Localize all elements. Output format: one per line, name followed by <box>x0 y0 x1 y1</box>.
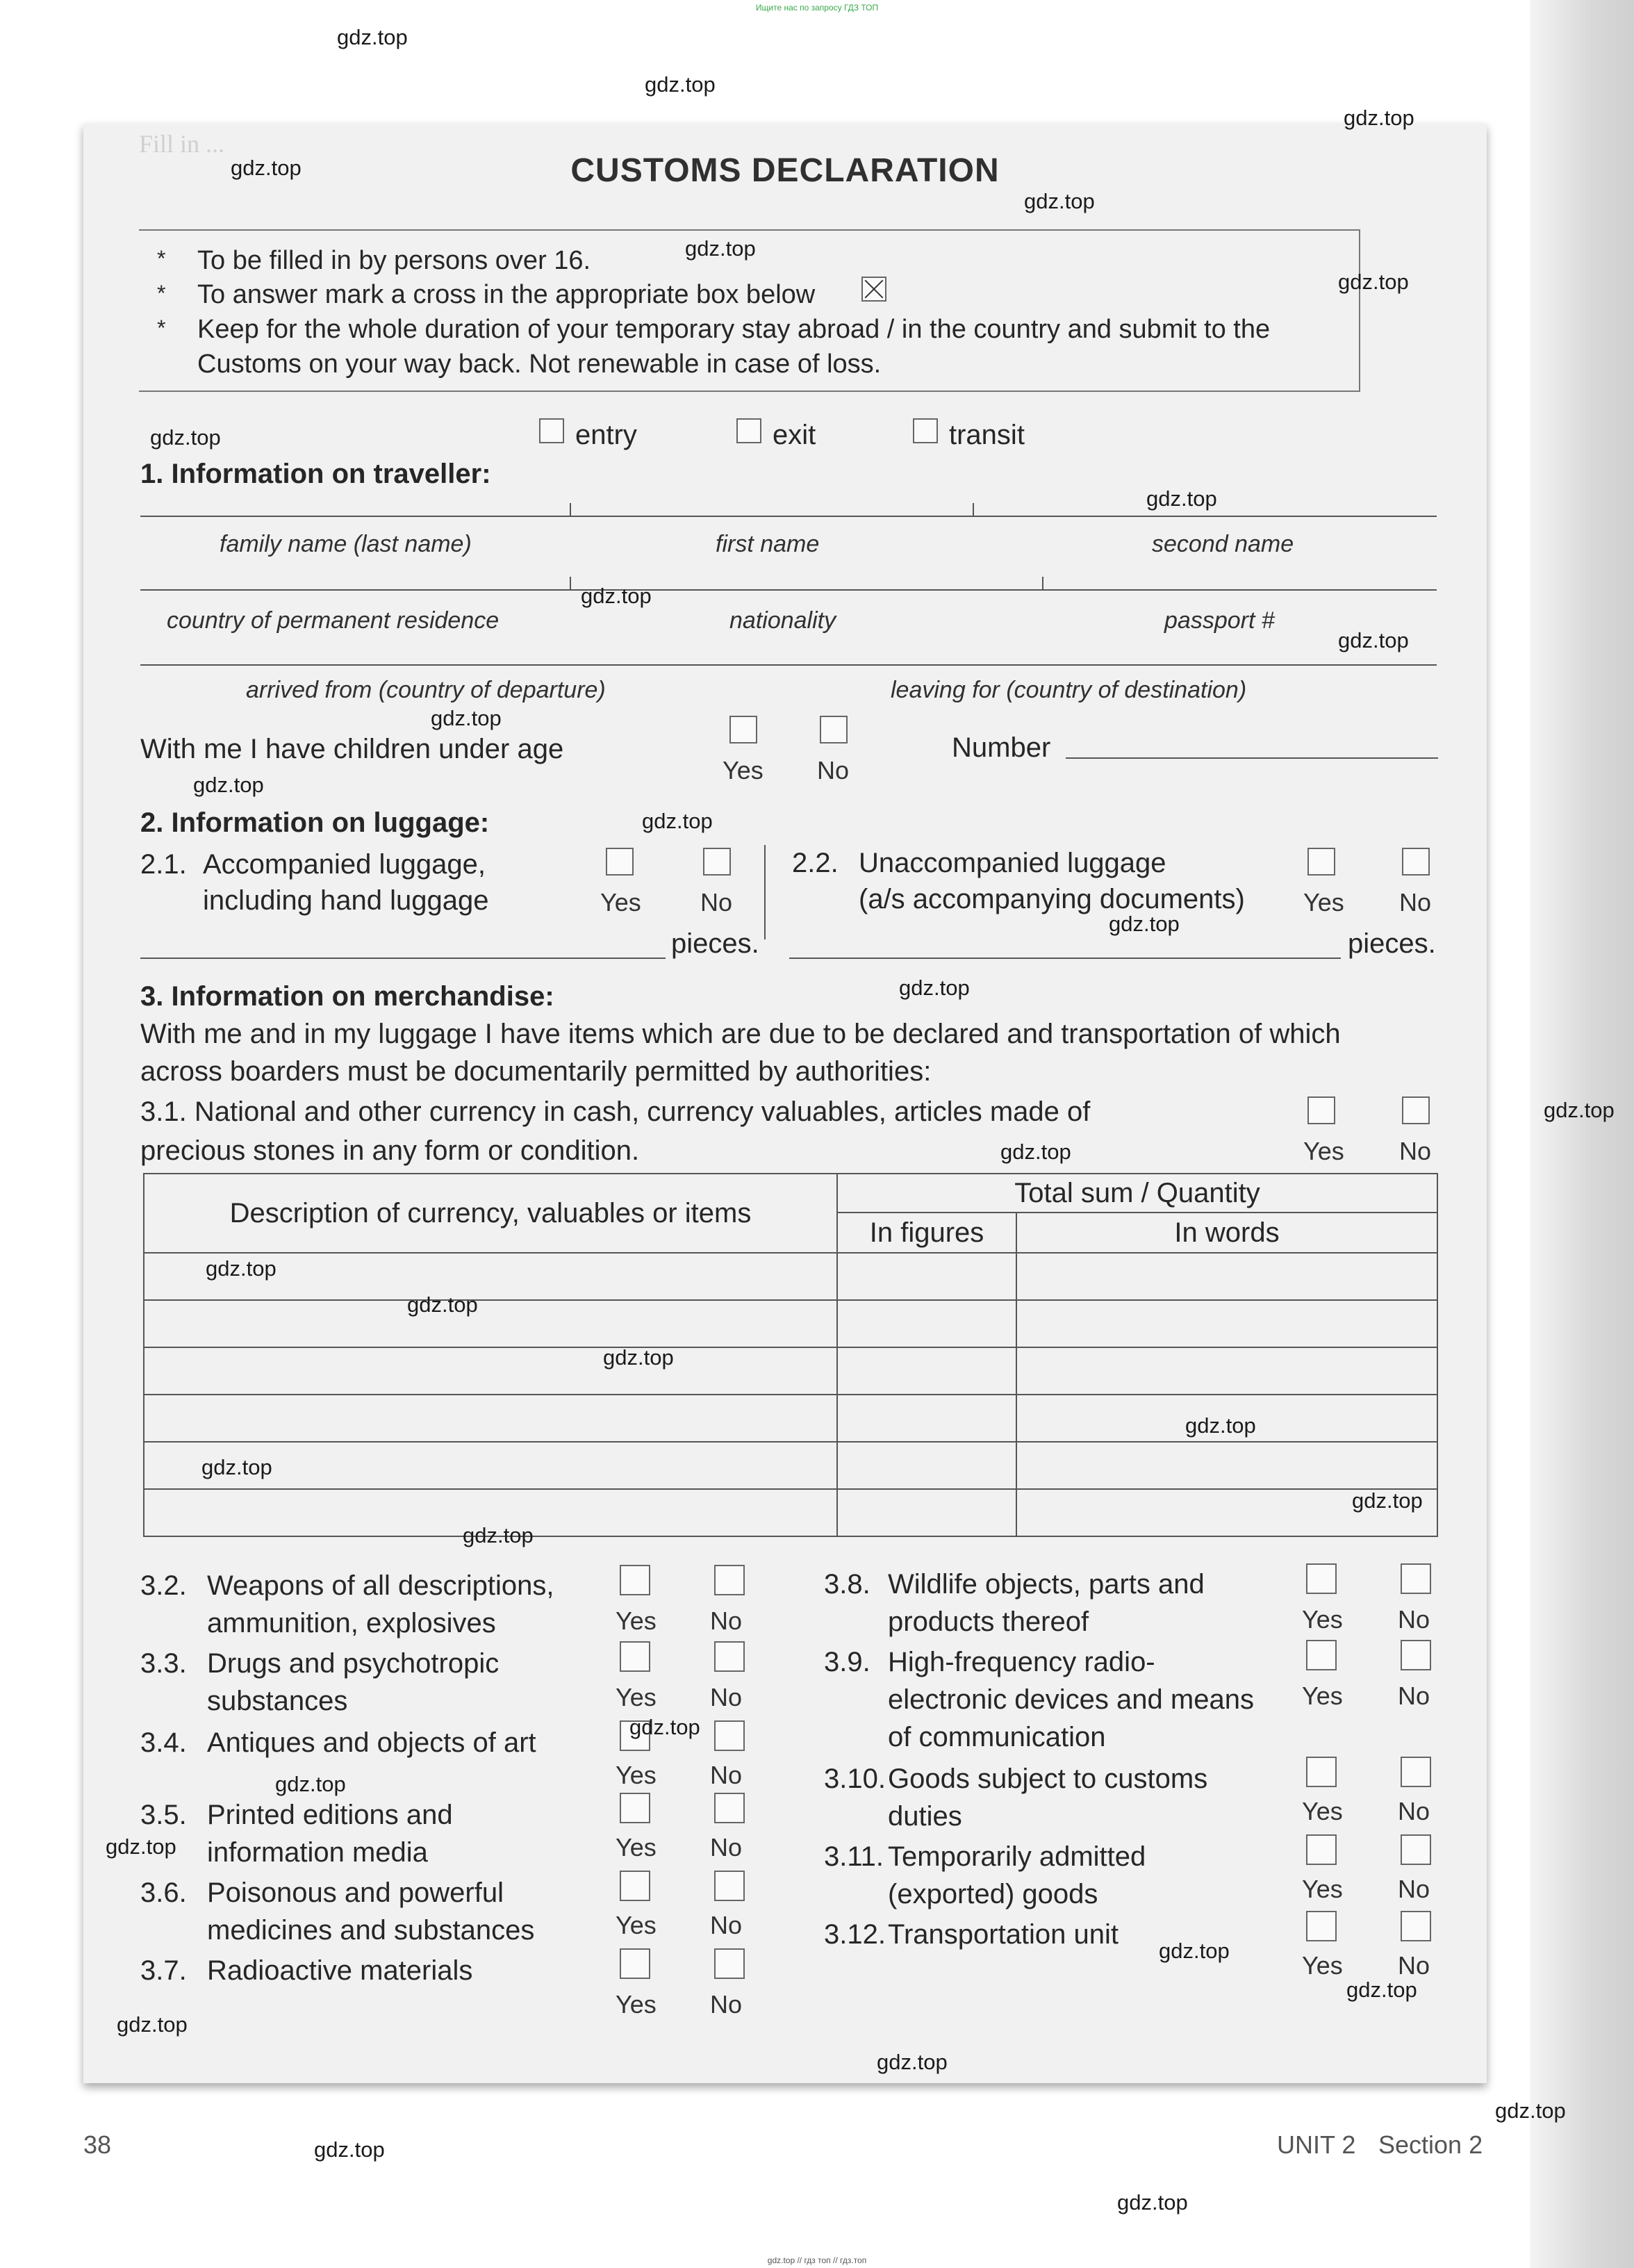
item22-pieces-label: pieces. <box>1348 928 1436 959</box>
crossed-box-example <box>861 277 886 302</box>
item21-line2: including hand luggage <box>203 885 489 916</box>
residence-label: country of permanent residence <box>167 607 500 634</box>
item38-no-checkbox[interactable] <box>1401 1563 1431 1594</box>
item31-yes-checkbox[interactable] <box>1307 1096 1335 1124</box>
item22-line2: (a/s accompanying documents) <box>859 884 1245 914</box>
book-spine-shadow <box>1530 0 1634 2268</box>
watermark: gdz.top <box>1352 1488 1423 1513</box>
section3-intro-line2: across boarders must be documentarily permitted by authorities: <box>140 1056 932 1087</box>
item36-no-checkbox[interactable] <box>714 1871 745 1901</box>
item35-yes-checkbox[interactable] <box>620 1793 650 1823</box>
watermark: gdz.top <box>231 156 302 180</box>
top-note: Ищите нас по запросу ГДЗ ТОП <box>755 3 879 13</box>
watermark: gdz.top <box>117 2012 188 2037</box>
watermark: gdz.top <box>1117 2190 1188 2214</box>
item21-number: 2.1. <box>140 849 187 880</box>
watermark: gdz.top <box>206 1256 277 1281</box>
item32-line2: ammunition, explosives <box>207 1608 496 1638</box>
watermark: gdz.top <box>1185 1413 1256 1438</box>
table-cell[interactable] <box>837 1347 1016 1395</box>
item37-yes-label: Yes <box>616 1990 657 2019</box>
family-name-label: family name (last name) <box>220 531 472 557</box>
item310-line1: Goods subject to customs <box>888 1764 1208 1794</box>
item31-yes-label: Yes <box>1303 1137 1344 1165</box>
table-cell[interactable] <box>144 1300 837 1347</box>
footer-unit: UNIT 2 <box>1277 2130 1356 2159</box>
item310-line2: duties <box>888 1801 962 1832</box>
section2-heading: 2. Information on luggage: <box>140 807 490 838</box>
item31-no-checkbox[interactable] <box>1402 1096 1430 1124</box>
table-cell[interactable] <box>144 1395 837 1442</box>
item310-number: 3.10. <box>824 1764 886 1794</box>
item312-yes-label: Yes <box>1302 1951 1343 1980</box>
note-bullet: * <box>157 281 166 306</box>
nationality-label: nationality <box>729 607 836 634</box>
item31-line1: 3.1. National and other currency in cash, currency valuables, articles made of <box>140 1096 1091 1127</box>
watermark: gdz.top <box>1000 1140 1071 1164</box>
item21-line1: Accompanied luggage, <box>203 849 486 880</box>
item37-yes-checkbox[interactable] <box>620 1948 650 1979</box>
item34-yes-label: Yes <box>616 1761 657 1789</box>
watermark: gdz.top <box>1338 628 1409 652</box>
children-yes-label: Yes <box>723 756 764 784</box>
item38-number: 3.8. <box>824 1569 870 1600</box>
form-title: CUSTOMS DECLARATION <box>570 152 1000 189</box>
show-through-text: Fill in ... <box>139 130 225 158</box>
note-bullet: * <box>157 246 166 271</box>
watermark: gdz.top <box>629 1715 700 1739</box>
exit-label: exit <box>773 420 816 450</box>
entry-checkbox[interactable] <box>539 418 564 443</box>
first-name-label: first name <box>716 531 820 557</box>
watermark: gdz.top <box>1146 486 1217 511</box>
transit-label: transit <box>949 420 1025 450</box>
watermark: gdz.top <box>407 1292 478 1317</box>
item32-number: 3.2. <box>140 1570 187 1601</box>
item39-number: 3.9. <box>824 1647 870 1677</box>
note-age: To be filled in by persons over 16. <box>197 246 591 275</box>
leaving-for-label: leaving for (country of destination) <box>891 677 1247 703</box>
item35-no-label: No <box>710 1833 743 1862</box>
item36-line2: medicines and substances <box>207 1915 535 1946</box>
watermark: gdz.top <box>603 1345 674 1370</box>
item38-yes-label: Yes <box>1302 1605 1343 1634</box>
page-number: 38 <box>83 2130 112 2159</box>
item34-number: 3.4. <box>140 1727 187 1758</box>
section3-heading: 3. Information on merchandise: <box>140 981 554 1012</box>
arrived-from-label: arrived from (country of departure) <box>246 677 606 703</box>
watermark: gdz.top <box>106 1834 176 1859</box>
table-row <box>144 1489 1437 1536</box>
transit-checkbox[interactable] <box>913 418 938 443</box>
watermark: gdz.top <box>642 809 713 833</box>
note-mark-cross: To answer mark a cross in the appropriate box below <box>197 280 816 309</box>
item39-no-label: No <box>1398 1682 1430 1710</box>
traveller-name-line[interactable] <box>140 516 1437 517</box>
luggage-divider <box>764 845 766 939</box>
item310-yes-checkbox[interactable] <box>1306 1757 1337 1787</box>
item36-no-label: No <box>710 1911 743 1939</box>
watermark: gdz.top <box>645 72 716 97</box>
watermark: gdz.top <box>463 1523 534 1547</box>
item311-yes-checkbox[interactable] <box>1306 1834 1337 1865</box>
item310-yes-label: Yes <box>1302 1797 1343 1825</box>
children-yes-checkbox[interactable] <box>729 716 757 743</box>
item35-yes-label: Yes <box>616 1833 657 1862</box>
item35-number: 3.5. <box>140 1800 187 1830</box>
watermark: gdz.top <box>581 584 652 608</box>
item21-pieces-label: pieces. <box>671 928 759 959</box>
field-divider <box>1042 577 1043 591</box>
watermark: gdz.top <box>899 976 970 1000</box>
footer-section: Section 2 <box>1378 2130 1483 2159</box>
watermark: gdz.top <box>1346 1978 1417 2002</box>
item31-no-label: No <box>1399 1137 1432 1165</box>
entry-label: entry <box>575 420 637 450</box>
watermark: gdz.top <box>685 236 756 261</box>
children-label: With me I have children under age <box>140 734 564 764</box>
watermark: gdz.top <box>1159 1939 1230 1963</box>
exit-checkbox[interactable] <box>736 418 761 443</box>
children-number-label: Number <box>952 732 1051 763</box>
table-cell[interactable] <box>837 1395 1016 1442</box>
item38-line2: products thereof <box>888 1606 1089 1637</box>
item311-line2: (exported) goods <box>888 1879 1098 1909</box>
item32-yes-checkbox[interactable] <box>620 1565 650 1595</box>
item37-line1: Radioactive materials <box>207 1955 473 1986</box>
table-cell[interactable] <box>837 1489 1016 1536</box>
watermark: gdz.top <box>431 706 502 730</box>
description-header: Description of currency, valuables or items <box>144 1174 837 1253</box>
note-renew: Customs on your way back. Not renewable in case of loss. <box>197 350 882 379</box>
watermark: gdz.top <box>1544 1098 1615 1122</box>
watermark: gdz.top <box>877 2050 948 2074</box>
table-cell[interactable] <box>837 1253 1016 1300</box>
item37-no-checkbox[interactable] <box>714 1948 745 1979</box>
item39-line1: High-frequency radio- <box>888 1647 1155 1677</box>
item39-yes-label: Yes <box>1302 1682 1343 1710</box>
item22-pieces-line[interactable] <box>789 958 1341 959</box>
item39-line3: of communication <box>888 1722 1106 1752</box>
residence-line[interactable] <box>140 589 1437 591</box>
table-row <box>144 1442 1437 1489</box>
watermark: gdz.top <box>1024 189 1095 213</box>
item22-no-checkbox[interactable] <box>1402 848 1430 876</box>
table-row <box>144 1253 1437 1300</box>
item311-no-label: No <box>1398 1875 1430 1903</box>
travel-route-line[interactable] <box>140 664 1437 666</box>
item36-number: 3.6. <box>140 1877 187 1908</box>
item311-number: 3.11. <box>824 1841 884 1872</box>
item35-no-checkbox[interactable] <box>714 1793 745 1823</box>
item312-yes-checkbox[interactable] <box>1306 1911 1337 1941</box>
passport-label: passport # <box>1164 607 1275 634</box>
bottom-note: gdz.top // гдз топ // гдз.топ <box>767 2255 867 2265</box>
item312-number: 3.12. <box>824 1919 886 1950</box>
item22-yes-label: Yes <box>1303 888 1344 917</box>
table-cell[interactable] <box>1016 1300 1437 1347</box>
watermark: gdz.top <box>201 1455 272 1479</box>
field-divider <box>570 577 571 591</box>
item21-pieces-line[interactable] <box>140 958 666 959</box>
item33-line2: substances <box>207 1686 348 1716</box>
item32-no-label: No <box>710 1606 743 1635</box>
item21-yes-label: Yes <box>600 888 641 917</box>
item32-no-checkbox[interactable] <box>714 1565 745 1595</box>
item38-yes-checkbox[interactable] <box>1306 1563 1337 1594</box>
table-cell[interactable] <box>837 1300 1016 1347</box>
words-header: In words <box>1016 1213 1437 1253</box>
item22-line1: Unaccompanied luggage <box>859 848 1166 878</box>
item33-yes-checkbox[interactable] <box>620 1641 650 1672</box>
table-cell[interactable] <box>837 1442 1016 1489</box>
watermark: gdz.top <box>275 1772 346 1796</box>
section3-intro-line1: With me and in my luggage I have items which are due to be declared and transportation of which <box>140 1019 1341 1049</box>
watermark: gdz.top <box>337 25 408 49</box>
item38-no-label: No <box>1398 1605 1430 1634</box>
item35-line1: Printed editions and <box>207 1800 453 1830</box>
item39-no-checkbox[interactable] <box>1401 1640 1431 1670</box>
item22-number: 2.2. <box>792 848 839 878</box>
item33-no-label: No <box>710 1683 743 1711</box>
note-keep: Keep for the whole duration of your temporary stay abroad / in the country and submit to the <box>197 315 1271 344</box>
watermark: gdz.top <box>1109 912 1180 936</box>
item310-no-checkbox[interactable] <box>1401 1757 1431 1787</box>
item31-line2: precious stones in any form or condition. <box>140 1135 640 1166</box>
item33-line1: Drugs and psychotropic <box>207 1648 500 1679</box>
item310-no-label: No <box>1398 1797 1430 1825</box>
item35-line2: information media <box>207 1837 428 1868</box>
item312-no-label: No <box>1398 1951 1430 1980</box>
figures-header: In figures <box>837 1213 1016 1253</box>
watermark: gdz.top <box>193 773 264 797</box>
table-cell[interactable] <box>1016 1253 1437 1300</box>
item311-line1: Temporarily admitted <box>888 1841 1146 1872</box>
item33-no-checkbox[interactable] <box>714 1641 745 1672</box>
note-bullet: * <box>157 315 166 340</box>
item312-no-checkbox[interactable] <box>1401 1911 1431 1941</box>
item33-yes-label: Yes <box>616 1683 657 1711</box>
item311-no-checkbox[interactable] <box>1401 1834 1431 1865</box>
item36-yes-checkbox[interactable] <box>620 1871 650 1901</box>
children-no-label: No <box>817 756 850 784</box>
section1-heading: 1. Information on traveller: <box>140 459 491 489</box>
field-divider <box>973 503 974 517</box>
table-row <box>144 1347 1437 1395</box>
watermark: gdz.top <box>1338 270 1409 294</box>
item22-no-label: No <box>1399 888 1432 917</box>
item32-yes-label: Yes <box>616 1606 657 1635</box>
item34-no-checkbox[interactable] <box>714 1720 745 1751</box>
item312-line1: Transportation unit <box>888 1919 1119 1950</box>
total-header: Total sum / Quantity <box>837 1174 1437 1213</box>
table-cell[interactable] <box>1016 1442 1437 1489</box>
children-number-line[interactable] <box>1066 757 1438 759</box>
field-divider <box>570 503 571 517</box>
item32-line1: Weapons of all descriptions, <box>207 1570 554 1601</box>
item311-yes-label: Yes <box>1302 1875 1343 1903</box>
item37-no-label: No <box>710 1990 743 2019</box>
item34-line1: Antiques and objects of art <box>207 1727 536 1758</box>
item33-number: 3.3. <box>140 1648 187 1679</box>
item39-line2: electronic devices and means <box>888 1684 1254 1715</box>
item37-number: 3.7. <box>140 1955 187 1986</box>
currency-table <box>143 1173 1438 1537</box>
watermark: gdz.top <box>150 425 221 450</box>
item22-yes-checkbox[interactable] <box>1307 848 1335 876</box>
item21-no-checkbox[interactable] <box>703 848 731 876</box>
children-no-checkbox[interactable] <box>820 716 848 743</box>
table-row <box>144 1300 1437 1347</box>
item39-yes-checkbox[interactable] <box>1306 1640 1337 1670</box>
item21-no-label: No <box>700 888 733 917</box>
watermark: gdz.top <box>314 2137 385 2162</box>
table-cell[interactable] <box>144 1347 837 1395</box>
item36-line1: Poisonous and powerful <box>207 1877 504 1908</box>
item36-yes-label: Yes <box>616 1911 657 1939</box>
item38-line1: Wildlife objects, parts and <box>888 1569 1205 1600</box>
item21-yes-checkbox[interactable] <box>606 848 634 876</box>
table-cell[interactable] <box>1016 1347 1437 1395</box>
watermark: gdz.top <box>1495 2098 1566 2123</box>
watermark: gdz.top <box>1344 106 1414 130</box>
second-name-label: second name <box>1152 531 1294 557</box>
item34-no-label: No <box>710 1761 743 1789</box>
